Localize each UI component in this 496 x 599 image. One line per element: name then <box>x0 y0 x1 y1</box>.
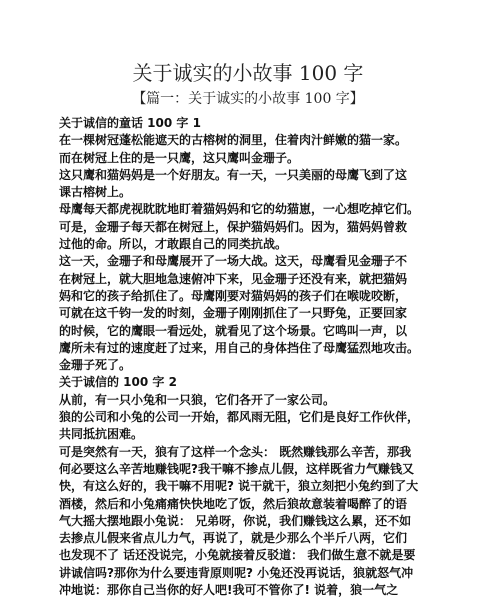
text-line: 可是突然有一天，狼有了这样一个念头： 既然赚钱那么辛苦，那我 <box>59 444 412 459</box>
text-line: 在一棵树冠蓬松能遮天的古榕树的洞里，住着肉汁鲜嫩的猫一家。 <box>59 133 408 148</box>
text-line: 这一天，金珊子和母鹰展开了一场大战。这天，母鹰看见金珊子不 <box>59 254 408 269</box>
text-line: 何必要这么辛苦地赚钱呢?我干嘛不掺点儿假，这样既省力气赚钱又 <box>59 461 414 476</box>
text-line: 可就在这千钧一发的时刻，金珊子刚刚抓住了一只野兔，正要回家 <box>59 306 408 321</box>
text-line: 去掺点儿假来省点儿力气，再说了，就是少那么个半斤八两，它们 <box>59 531 408 546</box>
text-line: 课古榕树上。 <box>59 185 132 200</box>
text-line: 关于诚信的 100 字 2 <box>59 375 177 390</box>
text-line: 可是，金珊子每天都在树冠上，保护猫妈妈们。因为，猫妈妈曾救 <box>59 219 408 234</box>
text-line: 也发现不了 话还没说完，小兔就接着反驳道： 我们做生意不就是要 <box>59 548 416 563</box>
text-line: 的时候，它的鹰眼一看远处，就看见了这个场景。它鸣叫一声，以 <box>59 323 408 338</box>
text-line: 在树冠上，就大胆地急速俯冲下来，见金珊子还没有来，就把猫妈 <box>59 271 408 286</box>
text-line: 这只鹰和猫妈妈是一个好朋友。有一天，一只美丽的母鹰飞到了这 <box>59 167 408 182</box>
body-text <box>59 115 449 599</box>
text-line: 金珊子死了。 <box>59 358 132 373</box>
text-line: 讲诚信吗?那你为什么要违背原则呢? 小兔还没再说话，狼就怒气冲 <box>59 565 414 580</box>
text-line: 快，有这么好的，我干嘛不用呢? 说干就干，狼立刻把小兔约到了大 <box>59 479 419 494</box>
text-line: 关于诚信的童话 100 字 1 <box>59 116 201 130</box>
text-line: 过他的命。所以，才敢跟自己的同类抗战。 <box>59 237 288 252</box>
text-line: 气大摇大摆地跟小兔说： 兄弟呀，你说，我们赚钱这么累，还不如 <box>59 513 412 528</box>
document-title: 关于诚实的小故事 100 字 <box>132 61 364 85</box>
text-line: 妈和它的孩子给抓住了。母鹰刚要对猫妈妈的孩子们在喉咙咬断， <box>59 288 408 303</box>
text-line: 鹰所未有过的速度赶了过来，用自己的身体挡住了母鹰猛烈地攻击。 <box>59 340 420 355</box>
text-line: 从前，有一只小兔和一只狼，它们各开了一家公司。 <box>59 392 336 407</box>
text-line: 冲地说：那你自己当你的好人吧!我可不管你了! 说着，狼一气之 <box>59 583 399 598</box>
text-line: 酒楼，然后和小兔痛痛快快地吃了饭，然后狼故意装着喝醉了的语 <box>59 496 408 511</box>
section-heading: 【篇一：关于诚实的小故事 100 字】 <box>132 91 364 107</box>
text-line: 狼的公司和小兔的公司一开始，都风雨无阻，它们是良好工作伙伴， <box>59 410 420 425</box>
text-line: 共同抵抗困难。 <box>59 427 144 442</box>
text-line: 母鹰每天都虎视眈眈地盯着猫妈妈和它的幼猫崽，一心想吃掉它们。 <box>59 202 420 217</box>
text-line: 而在树冠上住的是一只鹰，这只鹰叫金珊子。 <box>59 150 300 165</box>
